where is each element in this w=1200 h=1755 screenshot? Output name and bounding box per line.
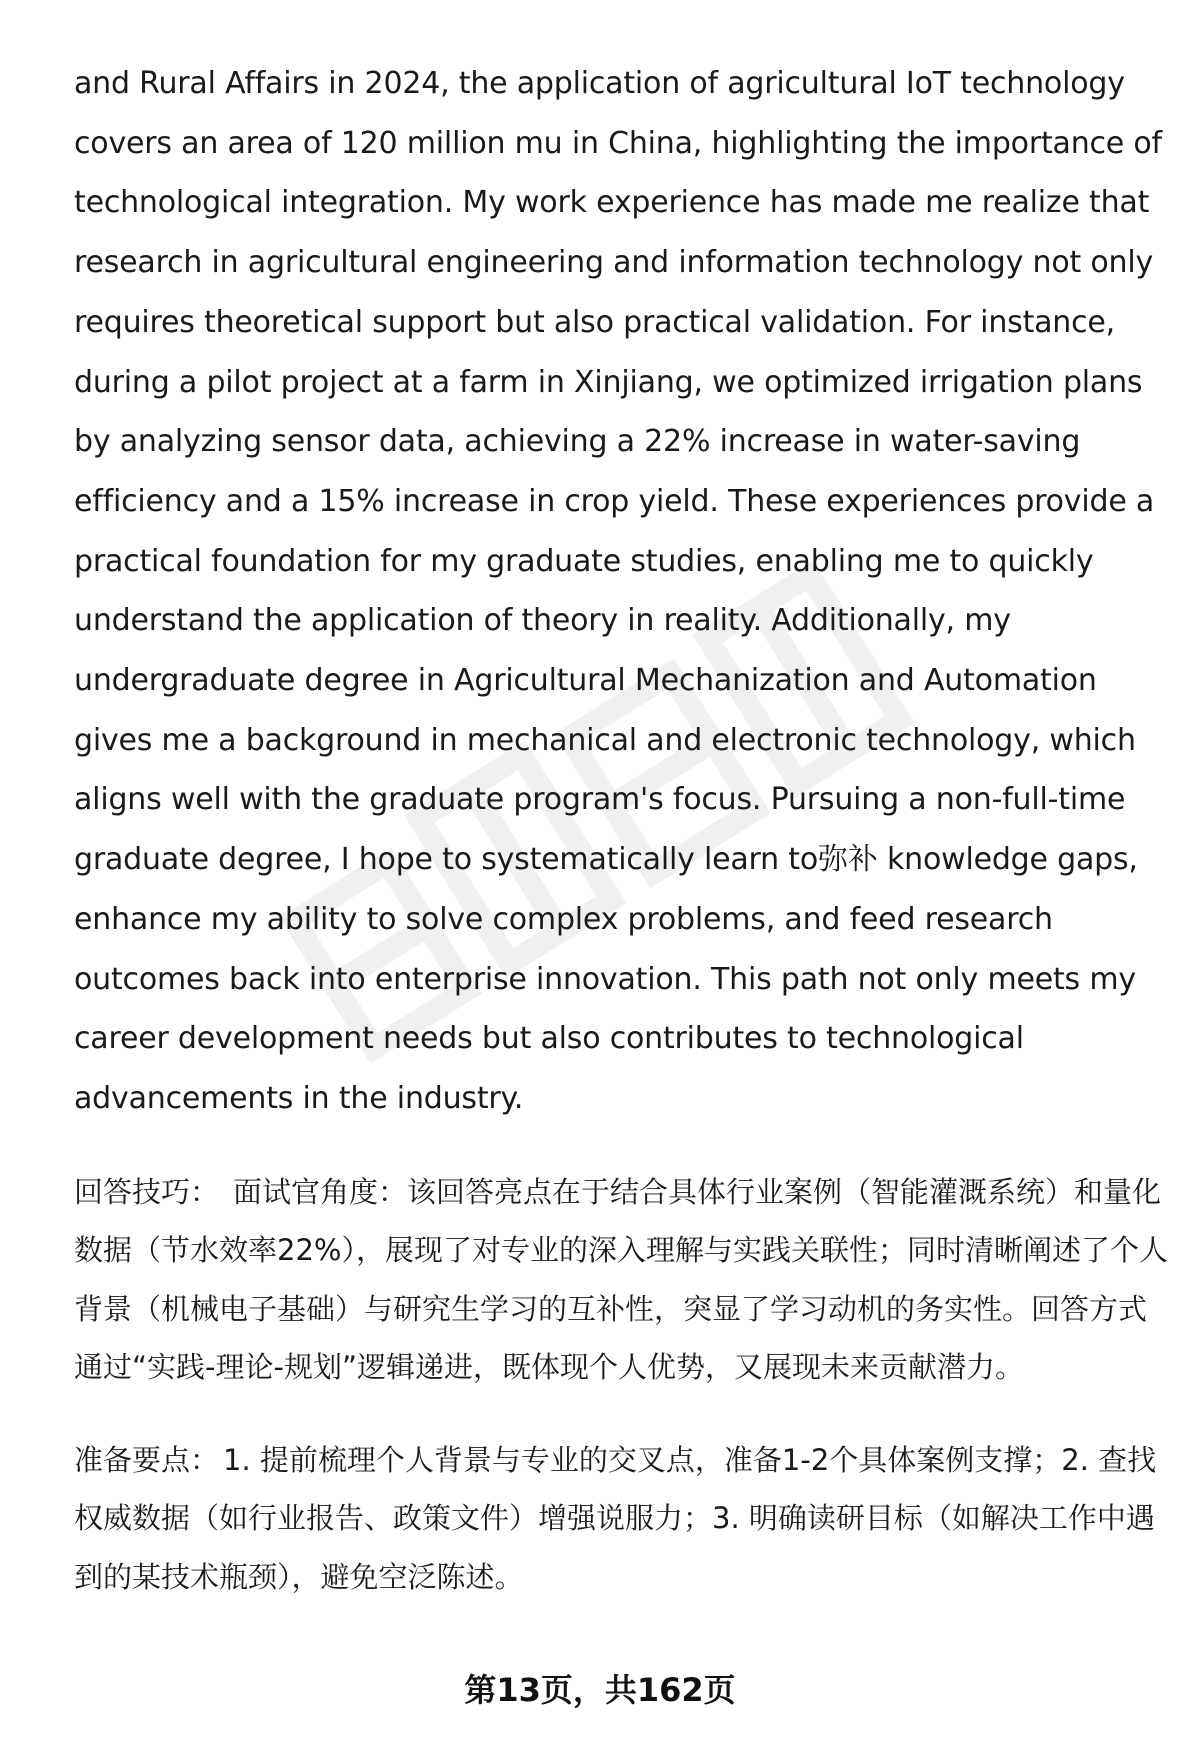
page-indicator: 第13页，共162页 [464,1671,736,1709]
preparation-points-text: 1. 提前梳理个人背景与专业的交叉点，准备1-2个具体案例支撑；2. 查找权威数据（如行业报告、政策文件）增强说服力；3. 明确读研目标（如解决工作中遇到的某技术瓶颈），避免空泛陈述。 [74,1442,1157,1594]
preparation-points-label: 准备要点： [74,1442,220,1477]
answer-paragraph: and Rural Affairs in 2024, the application of agricultural IoT technology covers an area of 120 million mu in China, highlighting the importance of technological integration. My work experience has made me realize that research in agricultural engineering and information technology not only requires theoretical support but also practical validation. For instance, during a pilot project at a farm in Xinjiang, we optimized irrigation plans by analyzing sensor data, achieving a 22% increase in water-saving efficiency and a 15% increase in crop yield. These experiences provide a practical foundation for my graduate studies, enabling me to quickly understand the application of theory in reality. Additionally, my undergraduate degree in Agricultural Mechanization and Automation gives me a background in mechanical and electronic technology, which aligns well with the graduate program's focus. Pursuing a non-full-time graduate degree, I hope to systematically learn to弥补 knowledge gaps, enhance my ability to solve complex problems, and feed research outcomes back into enterprise innovation. This path not only meets my career development needs but also contributes to technological advancements in the industry. [74,66,1162,1116]
answer-tips-text: 面试官角度：该回答亮点在于结合具体行业案例（智能灌溉系统）和量化数据（节水效率22%），展现了对专业的深入理解与实践关联性；同时清晰阐述了个人背景（机械电子基础）与研究生学习的互补性，突显了学习动机的务实性。回答方式通过“实践-理论-规划”逻辑递进，既体现个人优势，又展现未来贡献潜力。 [74,1174,1168,1385]
answer-tips-label: 回答技巧： [74,1174,220,1209]
main-content [74,54,1168,1606]
preparation-points-section [74,1431,1168,1607]
answer-tips-section [74,1163,1168,1397]
